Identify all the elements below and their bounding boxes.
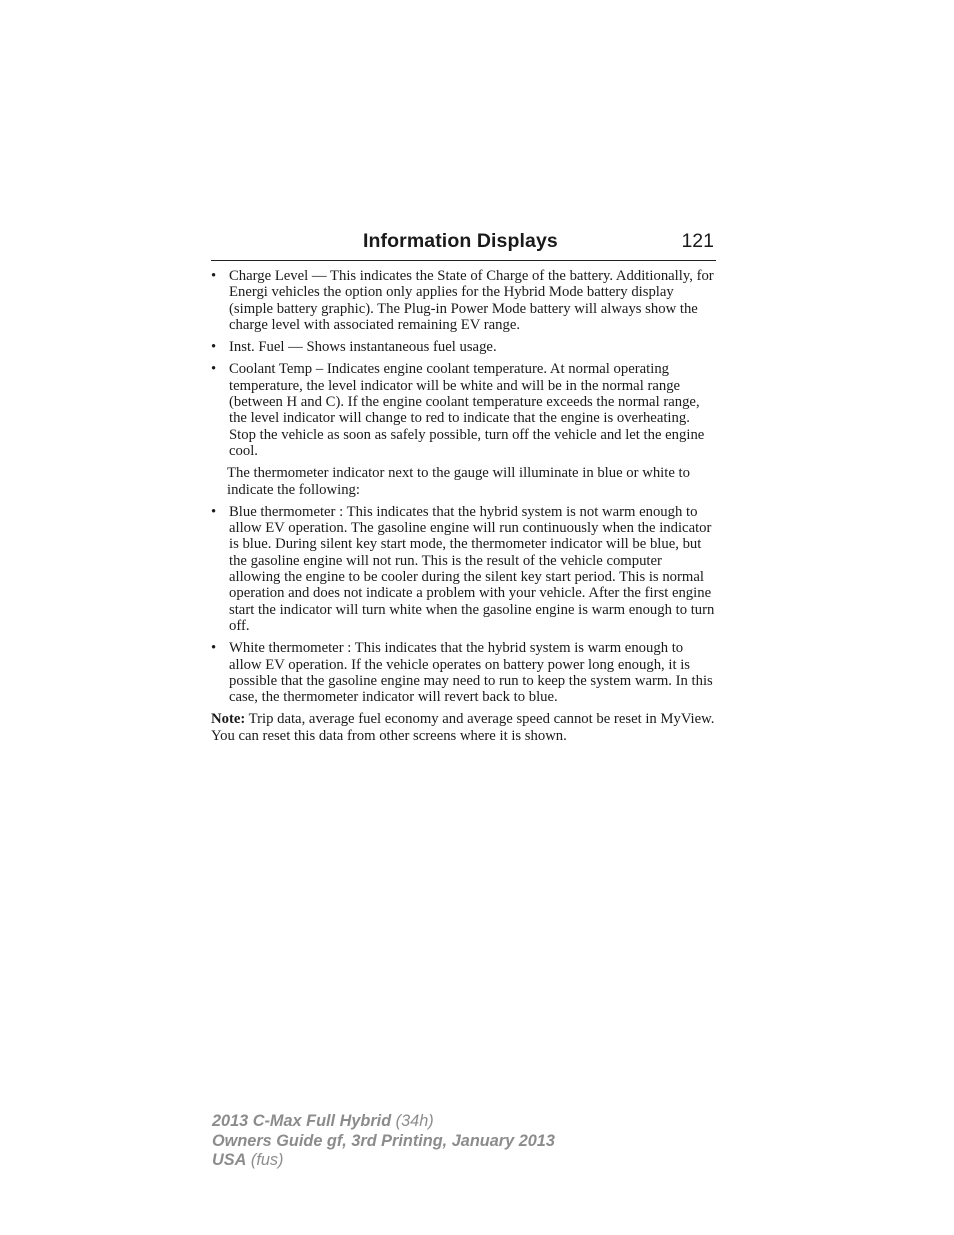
list-item: • White thermometer : This indicates that the hybrid system is warm enough to allow EV operation. If the vehicle operates on battery power long enough, it is possible that the gasoline engine may need to run to keep the system warm. In this case, the thermometer indicator will revert back to blue. — [211, 640, 716, 705]
footer-guide-line — [212, 1132, 555, 1152]
page-number: 121 — [681, 230, 714, 252]
footer-model: 2013 C-Max Full Hybrid — [212, 1112, 392, 1130]
page-body — [211, 268, 716, 744]
list-item: • Coolant Temp – Indicates engine coolant temperature. At normal operating temperature, the level indicator will be white and will be in the normal range (between H and C). If the engine coolant temperature exceeds the normal range, the level indicator will change to red to indicate that the engine is overheating. Stop the vehicle as soon as safely possible, turn off the vehicle and let the engine cool. — [211, 361, 716, 459]
note-text: Trip data, average fuel economy and average speed cannot be reset in MyView. You can reset this data from other screens where it is shown. — [211, 711, 715, 744]
note-paragraph — [211, 711, 716, 744]
page-footer — [212, 1112, 555, 1171]
thermometer-list — [211, 504, 716, 706]
thermometer-paragraph: The thermometer indicator next to the gauge will illuminate in blue or white to indicate the following: — [227, 465, 690, 498]
footer-model-code: (34h) — [391, 1112, 434, 1130]
footer-market-line — [212, 1151, 555, 1171]
footer-model-line — [212, 1112, 555, 1132]
footer-guide: Owners Guide gf, 3rd Printing, January 2013 — [212, 1131, 555, 1150]
list-item: • Charge Level — This indicates the State of Charge of the battery. Additionally, for Energi vehicles the option only applies for the Hybrid Mode battery display (simple battery graphic). The Plug-in Power Mode battery will always show the charge level with associated remaining EV range. — [211, 268, 716, 333]
page-header — [211, 228, 716, 261]
display-options-list — [211, 268, 716, 459]
footer-market: USA — [212, 1151, 247, 1169]
section-title: Information Displays — [363, 230, 558, 252]
note-label: Note: — [211, 711, 246, 728]
footer-market-code: (fus) — [246, 1151, 284, 1169]
list-item: • Inst. Fuel — Shows instantaneous fuel usage. — [211, 339, 716, 355]
list-item: • Blue thermometer : This indicates that the hybrid system is not warm enough to allow EV operation. The gasoline engine will run continuously when the indicator is blue. During silent key start mode, the thermometer indicator will be blue, but the gasoline engine will not run. This is the result of the vehicle computer allowing the engine to be cooler during the silent key start period. This is normal operation and does not indicate a problem with your vehicle. After the first engine start the indicator will turn white when the gasoline engine is warm enough to turn off. — [211, 504, 716, 634]
